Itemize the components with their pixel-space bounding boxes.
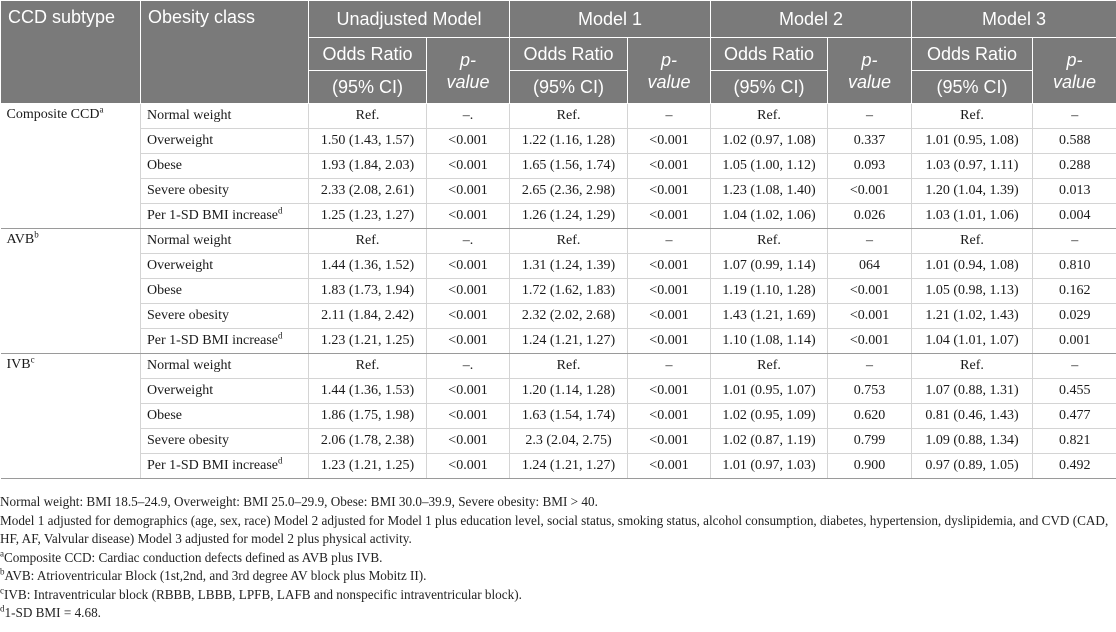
p-value-cell: 0.026 xyxy=(828,204,912,229)
header-odds-ratio: Odds Ratio xyxy=(510,38,628,71)
p-value-cell: <0.001 xyxy=(628,179,711,204)
odds-ratio-cell: 1.05 (0.98, 1.13) xyxy=(912,279,1033,304)
obesity-class-cell: Obese xyxy=(141,279,309,304)
odds-ratio-cell: 1.24 (1.21, 1.27) xyxy=(510,454,628,479)
odds-ratio-cell: Ref. xyxy=(912,354,1033,379)
table-row xyxy=(1,429,1116,454)
p-value-cell: – xyxy=(828,229,912,254)
odds-ratio-cell: Ref. xyxy=(510,229,628,254)
odds-ratio-cell: 1.04 (1.02, 1.06) xyxy=(711,204,828,229)
header-ccd-subtype: CCD subtype xyxy=(1,1,141,104)
p-value-cell: <0.001 xyxy=(427,154,510,179)
odds-ratio-cell: 1.44 (1.36, 1.53) xyxy=(309,379,427,404)
odds-ratio-cell: 1.26 (1.24, 1.29) xyxy=(510,204,628,229)
odds-ratio-cell: Ref. xyxy=(309,354,427,379)
obesity-class-cell: Normal weight xyxy=(141,104,309,129)
header-ci: (95% CI) xyxy=(912,71,1033,104)
odds-ratio-cell: 1.01 (0.95, 1.07) xyxy=(711,379,828,404)
odds-ratio-cell: 2.06 (1.78, 2.38) xyxy=(309,429,427,454)
p-value-cell: <0.001 xyxy=(628,454,711,479)
odds-ratio-cell: 1.01 (0.94, 1.08) xyxy=(912,254,1033,279)
header-ci: (95% CI) xyxy=(510,71,628,104)
p-value-cell: <0.001 xyxy=(628,279,711,304)
header-ci: (95% CI) xyxy=(309,71,427,104)
p-value-cell: 0.455 xyxy=(1033,379,1116,404)
p-value-cell: 0.029 xyxy=(1033,304,1116,329)
p-value-cell: <0.001 xyxy=(427,129,510,154)
table-header xyxy=(1,1,1116,104)
footnote: $^a$Composite CCD: Cardiac conduction defects defined as AVB plus IVB. xyxy=(0,548,383,565)
p-value-cell: 0.337 xyxy=(828,129,912,154)
odds-ratio-cell: 1.63 (1.54, 1.74) xyxy=(510,404,628,429)
p-value-cell: 0.588 xyxy=(1033,129,1116,154)
odds-ratio-cell: 1.31 (1.24, 1.39) xyxy=(510,254,628,279)
header-odds-ratio: Odds Ratio xyxy=(912,38,1033,71)
odds-ratio-cell: Ref. xyxy=(912,229,1033,254)
p-value-cell: <0.001 xyxy=(628,429,711,454)
p-value-cell: 0.821 xyxy=(1033,429,1116,454)
odds-ratio-cell: 1.22 (1.16, 1.28) xyxy=(510,129,628,154)
footnote: $^c$IVB: Intraventricular block (RBBB, LBBB, LPFB, LAFB and nonspecific intraventricular block). xyxy=(0,585,522,602)
p-value-cell: –. xyxy=(427,229,510,254)
odds-ratio-cell: 1.23 (1.21, 1.25) xyxy=(309,329,427,354)
p-value-cell: – xyxy=(1033,354,1116,379)
odds-ratio-cell: Ref. xyxy=(912,104,1033,129)
odds-ratio-cell: 1.10 (1.08, 1.14) xyxy=(711,329,828,354)
p-value-cell: 0.753 xyxy=(828,379,912,404)
p-value-cell: 0.900 xyxy=(828,454,912,479)
p-value-cell: 0.477 xyxy=(1033,404,1116,429)
odds-ratio-cell: 1.86 (1.75, 1.98) xyxy=(309,404,427,429)
obesity-class-cell: Per 1-SD BMI increase$^d$ xyxy=(141,454,309,479)
p-value-cell: 0.620 xyxy=(828,404,912,429)
p-value-cell: <0.001 xyxy=(427,429,510,454)
table-row xyxy=(1,304,1116,329)
odds-ratio-cell: 1.07 (0.88, 1.31) xyxy=(912,379,1033,404)
p-value-cell: <0.001 xyxy=(628,404,711,429)
p-value-cell: – xyxy=(828,354,912,379)
p-value-cell: <0.001 xyxy=(427,379,510,404)
p-value-cell: <0.001 xyxy=(628,154,711,179)
p-value-cell: – xyxy=(628,104,711,129)
odds-ratio-cell: 1.19 (1.10, 1.28) xyxy=(711,279,828,304)
odds-ratio-cell: 1.24 (1.21, 1.27) xyxy=(510,329,628,354)
footnote: Normal weight: BMI 18.5–24.9, Overweight: BMI 25.0–29.9, Obese: BMI 30.0–39.9, Severe obesity: BMI > 40. xyxy=(0,494,598,509)
odds-ratio-cell: 2.32 (2.02, 2.68) xyxy=(510,304,628,329)
footnote: Model 1 adjusted for demographics (age, sex, race) Model 2 adjusted for Model 1 plus education level, social status, smoking status, alcohol consumption, diabetes, hypertension, dyslipidemia, and CVD (CAD, HF, AF, Valvular disease) Model 3 adjusted for model 2 plus physical activity. xyxy=(0,512,1109,546)
odds-ratio-cell: 1.01 (0.95, 1.08) xyxy=(912,129,1033,154)
header-p-value: p- value xyxy=(628,38,711,104)
obesity-class-cell: Normal weight xyxy=(141,354,309,379)
odds-ratio-cell: 2.3 (2.04, 2.75) xyxy=(510,429,628,454)
obesity-class-cell: Severe obesity xyxy=(141,304,309,329)
table-row xyxy=(1,229,1116,254)
odds-ratio-cell: 1.83 (1.73, 1.94) xyxy=(309,279,427,304)
odds-ratio-cell: Ref. xyxy=(510,354,628,379)
p-value-cell: <0.001 xyxy=(828,304,912,329)
p-value-cell: 0.013 xyxy=(1033,179,1116,204)
odds-ratio-cell: Ref. xyxy=(711,104,828,129)
odds-ratio-cell: 2.33 (2.08, 2.61) xyxy=(309,179,427,204)
odds-ratio-cell: 1.20 (1.04, 1.39) xyxy=(912,179,1033,204)
odds-ratio-cell: 1.04 (1.01, 1.07) xyxy=(912,329,1033,354)
header-ci: (95% CI) xyxy=(711,71,828,104)
table-footnotes xyxy=(0,493,1110,623)
p-value-cell: <0.001 xyxy=(427,179,510,204)
odds-ratio-cell: 1.93 (1.84, 2.03) xyxy=(309,154,427,179)
odds-ratio-cell: 1.21 (1.02, 1.43) xyxy=(912,304,1033,329)
table-row xyxy=(1,329,1116,354)
header-p-value: p- value xyxy=(828,38,912,104)
odds-ratio-cell: 1.09 (0.88, 1.34) xyxy=(912,429,1033,454)
p-value-cell: <0.001 xyxy=(628,379,711,404)
p-value-cell: 0.799 xyxy=(828,429,912,454)
p-value-cell: – xyxy=(1033,104,1116,129)
odds-ratio-cell: 1.23 (1.21, 1.25) xyxy=(309,454,427,479)
table-body xyxy=(1,104,1116,479)
p-value-cell: <0.001 xyxy=(628,204,711,229)
table-row xyxy=(1,454,1116,479)
p-value-cell: <0.001 xyxy=(628,254,711,279)
odds-ratio-cell: 1.20 (1.14, 1.28) xyxy=(510,379,628,404)
header-model-3: Model 3 xyxy=(912,1,1116,38)
odds-ratio-cell: Ref. xyxy=(711,354,828,379)
header-model-1: Model 1 xyxy=(510,1,711,38)
header-p-value: p- value xyxy=(427,38,510,104)
p-value-cell: <0.001 xyxy=(427,329,510,354)
obesity-class-cell: Overweight xyxy=(141,129,309,154)
table-row xyxy=(1,254,1116,279)
obesity-class-cell: Severe obesity xyxy=(141,429,309,454)
odds-ratio-cell: 1.03 (1.01, 1.06) xyxy=(912,204,1033,229)
header-obesity-class: Obesity class xyxy=(141,1,309,104)
table-row xyxy=(1,179,1116,204)
obesity-class-cell: Normal weight xyxy=(141,229,309,254)
p-value-cell: 0.810 xyxy=(1033,254,1116,279)
odds-ratio-cell: 1.44 (1.36, 1.52) xyxy=(309,254,427,279)
p-value-cell: <0.001 xyxy=(427,254,510,279)
odds-ratio-cell: 1.50 (1.43, 1.57) xyxy=(309,129,427,154)
odds-ratio-cell: Ref. xyxy=(309,229,427,254)
p-value-cell: 0.001 xyxy=(1033,329,1116,354)
p-value-cell: 0.162 xyxy=(1033,279,1116,304)
p-value-cell: <0.001 xyxy=(427,454,510,479)
p-value-cell: 0.288 xyxy=(1033,154,1116,179)
p-value-cell: <0.001 xyxy=(427,304,510,329)
odds-ratio-cell: 1.05 (1.00, 1.12) xyxy=(711,154,828,179)
header-model-2: Model 2 xyxy=(711,1,912,38)
header-odds-ratio: Odds Ratio xyxy=(711,38,828,71)
table-row xyxy=(1,379,1116,404)
p-value-cell: 0.093 xyxy=(828,154,912,179)
odds-ratio-cell: Ref. xyxy=(309,104,427,129)
odds-ratio-cell: 1.02 (0.87, 1.19) xyxy=(711,429,828,454)
p-value-cell: – xyxy=(628,354,711,379)
table-row xyxy=(1,404,1116,429)
odds-ratio-cell: 0.81 (0.46, 1.43) xyxy=(912,404,1033,429)
p-value-cell: –. xyxy=(427,354,510,379)
odds-ratio-cell: 2.65 (2.36, 2.98) xyxy=(510,179,628,204)
p-value-cell: <0.001 xyxy=(828,279,912,304)
footnote: $^d$1-SD BMI = 4.68. xyxy=(0,603,101,620)
odds-ratio-cell: Ref. xyxy=(510,104,628,129)
p-value-cell: <0.001 xyxy=(427,204,510,229)
odds-ratio-cell: 1.02 (0.97, 1.08) xyxy=(711,129,828,154)
table-row xyxy=(1,279,1116,304)
obesity-class-cell: Severe obesity xyxy=(141,179,309,204)
p-value-cell: <0.001 xyxy=(427,279,510,304)
odds-ratio-cell: 1.07 (0.99, 1.14) xyxy=(711,254,828,279)
footnote: $^b$AVB: Atrioventricular Block (1st,2nd, and 3rd degree AV block plus Mobitz II). xyxy=(0,566,427,583)
p-value-cell: – xyxy=(828,104,912,129)
header-odds-ratio: Odds Ratio xyxy=(309,38,427,71)
header-unadjusted-model: Unadjusted Model xyxy=(309,1,510,38)
odds-ratio-cell: 1.03 (0.97, 1.11) xyxy=(912,154,1033,179)
odds-ratio-cell: 1.43 (1.21, 1.69) xyxy=(711,304,828,329)
p-value-cell: <0.001 xyxy=(828,329,912,354)
p-value-cell: <0.001 xyxy=(628,304,711,329)
p-value-cell: 0.004 xyxy=(1033,204,1116,229)
p-value-cell: <0.001 xyxy=(628,329,711,354)
ccd-subtype-cell: IVB$^c$ xyxy=(1,354,141,479)
odds-ratio-cell: 1.02 (0.95, 1.09) xyxy=(711,404,828,429)
obesity-class-cell: Per 1-SD BMI increase$^d$ xyxy=(141,329,309,354)
p-value-cell: –. xyxy=(427,104,510,129)
obesity-class-cell: Per 1-SD BMI increase$^d$ xyxy=(141,204,309,229)
table-row xyxy=(1,129,1116,154)
odds-ratio-cell: 1.72 (1.62, 1.83) xyxy=(510,279,628,304)
odds-ratio-cell: 1.01 (0.97, 1.03) xyxy=(711,454,828,479)
p-value-cell: 064 xyxy=(828,254,912,279)
obesity-class-cell: Obese xyxy=(141,404,309,429)
odds-ratio-cell: 0.97 (0.89, 1.05) xyxy=(912,454,1033,479)
table-row xyxy=(1,154,1116,179)
obesity-class-cell: Obese xyxy=(141,154,309,179)
ccd-subtype-cell: Composite CCD$^a$ xyxy=(1,104,141,229)
odds-ratio-cell: 1.25 (1.23, 1.27) xyxy=(309,204,427,229)
p-value-cell: – xyxy=(628,229,711,254)
header-p-value: p- value xyxy=(1033,38,1116,104)
p-value-cell: 0.492 xyxy=(1033,454,1116,479)
odds-ratio-cell: 2.11 (1.84, 2.42) xyxy=(309,304,427,329)
odds-ratio-cell: 1.23 (1.08, 1.40) xyxy=(711,179,828,204)
obesity-class-cell: Overweight xyxy=(141,379,309,404)
table-row xyxy=(1,204,1116,229)
ccd-subtype-cell: AVB$^b$ xyxy=(1,229,141,354)
p-value-cell: <0.001 xyxy=(427,404,510,429)
p-value-cell: – xyxy=(1033,229,1116,254)
table-row xyxy=(1,104,1116,129)
p-value-cell: <0.001 xyxy=(828,179,912,204)
table-row xyxy=(1,354,1116,379)
odds-ratio-cell: Ref. xyxy=(711,229,828,254)
obesity-class-cell: Overweight xyxy=(141,254,309,279)
odds-ratio-cell: 1.65 (1.56, 1.74) xyxy=(510,154,628,179)
p-value-cell: <0.001 xyxy=(628,129,711,154)
